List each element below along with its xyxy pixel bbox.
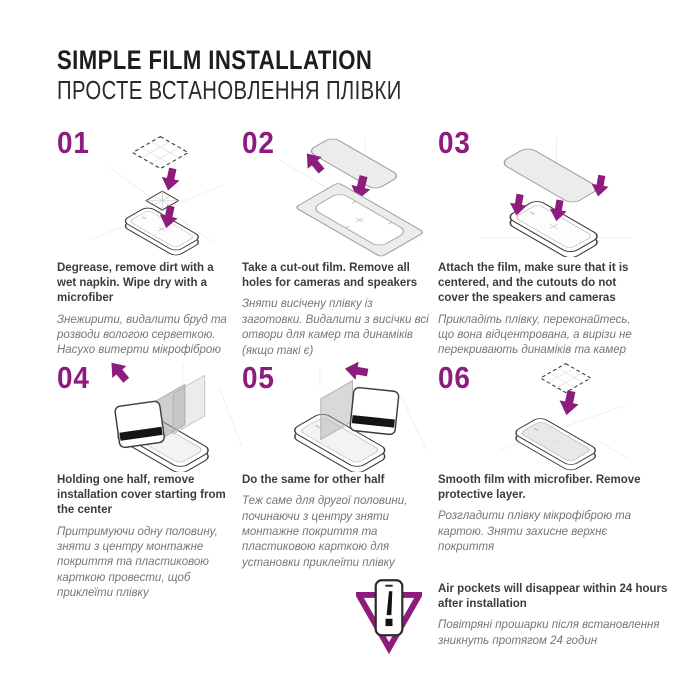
step-03-number: 03 — [438, 125, 471, 160]
step-03-text-en: Attach the film, make sure that it is centered, and the cutouts do not cover the speakers and cameras — [438, 262, 629, 305]
step-02-text-en: Take a cut-out film. Remove all holes for cameras and speakers — [242, 262, 418, 290]
down-arrow-icon — [159, 167, 181, 193]
step-02 — [242, 125, 432, 357]
title-ukrainian: ПРОСТЕ ВСТАНОВЛЕННЯ ПЛІВКИ — [57, 75, 402, 106]
step-05-text-ua: Теж саме для другої половини, починаючи з центру зняти монтажне покриття та пластиковою карткою для установки приклеїти плівку — [242, 495, 408, 569]
step-04-illustration-remove-cover-icon — [83, 360, 247, 472]
phone-graphic — [512, 416, 599, 472]
napkin-icon — [133, 137, 188, 169]
film-piece-icon — [308, 137, 401, 190]
page-title — [57, 46, 499, 105]
step-01-text-en: Degrease, remove dirt with a wet napkin. Wipe dry with a microfiber — [57, 262, 214, 305]
down-arrow-icon — [557, 389, 581, 417]
step-06-number: 06 — [438, 360, 471, 395]
step-06-illustration-smooth-film-icon — [468, 360, 638, 472]
step-05-text-en: Do the same for other half — [242, 474, 385, 486]
step-02-number: 02 — [242, 125, 275, 160]
step-02-text-ua: Зняти висічену плівку із заготовки. Видалити з висічки всі отвори для камер та динаміків (якщо такі є) — [242, 298, 429, 357]
step-01-number: 01 — [57, 125, 90, 160]
step-04-text-ua: Притримуючи одну половину, зняти з центру монтажне покриття та пластиковою карткою провести, щоб приклеїти плівку — [57, 525, 218, 600]
step-06-text-ua: Розгладити плівку мікрофіброю та картою. Зняти захисне верхнє покриття — [438, 510, 632, 554]
step-04 — [57, 360, 233, 600]
step-01-illustration-clean-phone-icon — [71, 129, 231, 259]
left-arrow-icon — [343, 360, 369, 382]
step-06-text-en: Smooth film with microfiber. Remove protective layer. — [438, 474, 641, 502]
plastic-card-icon — [350, 387, 399, 435]
warning-note — [356, 576, 686, 656]
step-04-number: 04 — [57, 360, 90, 395]
plastic-card-icon — [114, 401, 165, 448]
step-05-number: 05 — [242, 360, 275, 395]
step-03 — [438, 125, 648, 357]
film-piece-icon — [500, 147, 600, 205]
warning-text-en: Air pockets will disappear within 24 hours after installation — [438, 583, 668, 611]
step-06 — [438, 360, 648, 578]
step-03-illustration-attach-film-icon — [452, 133, 642, 257]
phone-warning-triangle-icon — [356, 576, 422, 656]
step-01 — [57, 125, 233, 357]
microfiber-icon — [541, 364, 591, 393]
step-03-text-ua: Прикладіть плівку, переконайтесь, що вона відцентрована, а вирізи не перекривають динаміків та камер — [438, 313, 632, 357]
phone-graphic — [122, 206, 202, 257]
title-english: SIMPLE FILM INSTALLATION — [57, 45, 373, 75]
step-02-illustration-peel-film-icon — [250, 131, 432, 259]
step-01-text-ua: Знежирити, видалити бруд та розводи вологою серветкою. Насухо витерти мікрофіброю — [57, 313, 227, 357]
up-left-arrow-icon — [104, 360, 133, 386]
step-05 — [242, 360, 432, 578]
step-04-text-en: Holding one half, remove installation cover starting from the center — [57, 474, 226, 517]
warning-text-ua: Повітряні прошарки після встановлення зникнуть протягом 24 годин — [438, 619, 660, 647]
step-05-illustration-remove-cover-icon — [262, 360, 432, 472]
